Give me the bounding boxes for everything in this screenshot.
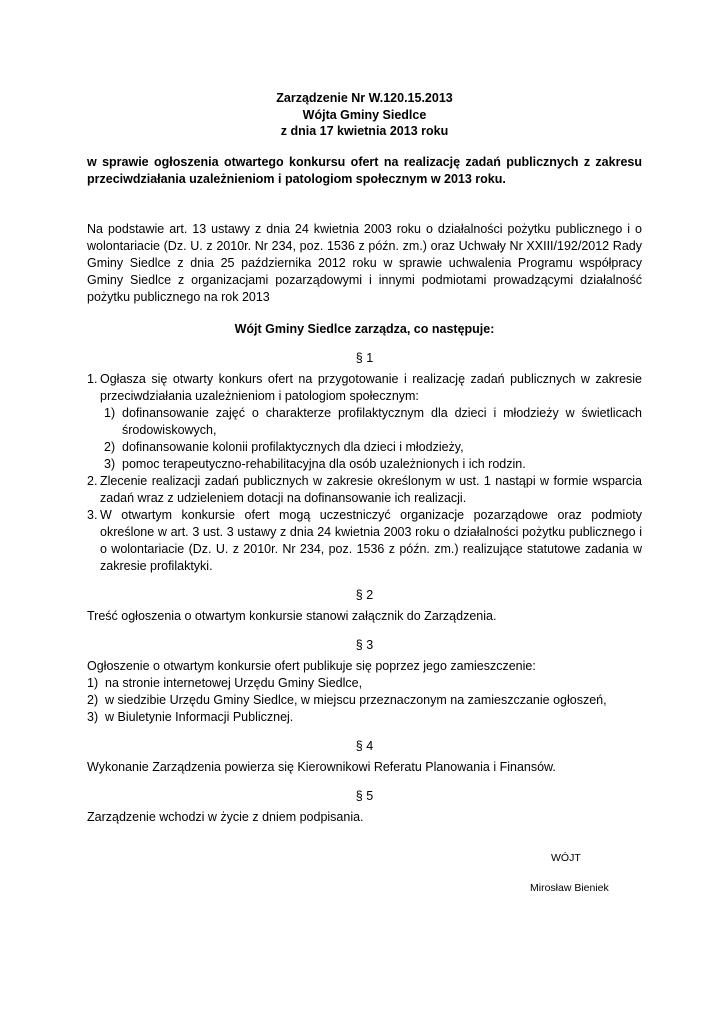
list-item — [87, 439, 642, 456]
paragraph-number: 1. — [87, 371, 98, 386]
section-4-heading: § 4 — [355, 738, 374, 753]
document-body — [87, 90, 642, 826]
item-text: w siedzibie Urzędu Gminy Siedlce, w miejscu przeznaczonym na zamieszczanie ogłoszeń, — [105, 692, 607, 707]
paragraph-text: W otwartym konkursie ofert mogą uczestniczyć organizacje pozarządowe oraz podmioty określone w art. 3 ust. 3 ustawy z dnia 24 kwietnia 2003 roku o działalności pożytku publicznego i o wolontariacie (Dz. U. z 2010r. Nr 234, poz. 1536 z późn. zm.) realizujące statutowe zadania w zakresie profilaktyki. — [100, 507, 642, 573]
paragraph-number: 2. — [87, 473, 98, 488]
item-number: 2) — [87, 692, 99, 707]
paragraph-number: 3. — [87, 507, 98, 522]
item-text: dofinansowanie kolonii profilaktycznych dla dzieci i młodzieży, — [122, 439, 464, 454]
paragraph-text: Ogłasza się otwarty konkurs ofert na przygotowanie i realizację zadań publicznych w zakresie przeciwdziałania uzależnieniom i patologiom społecznym: — [100, 371, 642, 403]
decree-subject: w sprawie ogłoszenia otwartego konkursu ofert na realizację zadań publicznych z zakresu przeciwdziałania uzależnieniom i patologiom społecznym w 2013 roku. — [87, 154, 642, 186]
decree-date: z dnia 17 kwietnia 2013 roku — [280, 124, 449, 138]
item-number: 3) — [104, 456, 116, 471]
issuer: Wójta Gminy Siedlce — [302, 107, 427, 122]
section-3-intro: Ogłoszenie o otwartym konkursie ofert publikuje się poprzez jego zamieszczenie: — [87, 658, 536, 673]
item-text: w Biuletynie Informacji Publicznej. — [105, 709, 294, 724]
decree-number: Zarządzenie Nr W.120.15.2013 — [276, 91, 453, 105]
list-item — [87, 405, 642, 439]
section-1-paragraph-2 — [87, 473, 642, 507]
section-5-text: Zarządzenie wchodzi w życie z dniem podpisania. — [87, 809, 364, 824]
list-item — [87, 692, 642, 709]
section-1-paragraph-1 — [87, 371, 642, 405]
list-item — [87, 709, 642, 726]
item-text: na stronie internetowej Urzędu Gminy Siedlce, — [105, 675, 363, 690]
section-1-heading: § 1 — [355, 350, 374, 365]
section-4-text: Wykonanie Zarządzenia powierza się Kierownikowi Referatu Planowania i Finansów. — [87, 759, 556, 774]
paragraph-text: Zlecenie realizacji zadań publicznych w zakresie określonym w ust. 1 nastąpi w formie wsparcia zadań wraz z udzieleniem dotacji na dofinansowanie ich realizacji. — [100, 473, 642, 505]
item-number: 2) — [104, 439, 116, 454]
legal-basis: Na podstawie art. 13 ustawy z dnia 24 kwietnia 2003 roku o działalności pożytku publicznego i o wolontariacie (Dz. U. z 2010r. Nr 234, poz. 1536 z późn. zm.) oraz Uchwały Nr XXIII/192/2012 Rady Gminy Siedlce z dnia 25 października 2012 roku w sprawie uchwalenia Programu współpracy Gminy Siedlce z organizacjami pozarządowymi i innymi podmiotami prowadzącymi działalność pożytku publicznego na rok 2013 — [87, 221, 642, 304]
signatory-name: Mirosław Bieniek — [530, 882, 609, 894]
item-text: dofinansowanie zajęć o charakterze profilaktycznym dla dzieci i młodzieży w świetlicach środowiskowych, — [122, 405, 642, 437]
section-1-paragraph-3 — [87, 507, 642, 575]
section-2-text: Treść ogłoszenia o otwartym konkursie stanowi załącznik do Zarządzenia. — [87, 608, 497, 623]
list-item — [87, 675, 642, 692]
section-5-heading: § 5 — [355, 788, 374, 803]
signature-title: WÓJT — [551, 852, 581, 864]
item-number: 1) — [104, 405, 116, 420]
section-3-heading: § 3 — [355, 637, 374, 652]
section-2-heading: § 2 — [355, 587, 374, 602]
decree-statement: Wójt Gminy Siedlce zarządza, co następuje: — [234, 321, 495, 336]
item-text: pomoc terapeutyczno-rehabilitacyjna dla osób uzależnionych i ich rodzin. — [122, 456, 526, 471]
list-item — [87, 456, 642, 473]
document-header — [87, 90, 642, 140]
item-number: 3) — [87, 709, 99, 724]
item-number: 1) — [87, 675, 99, 690]
